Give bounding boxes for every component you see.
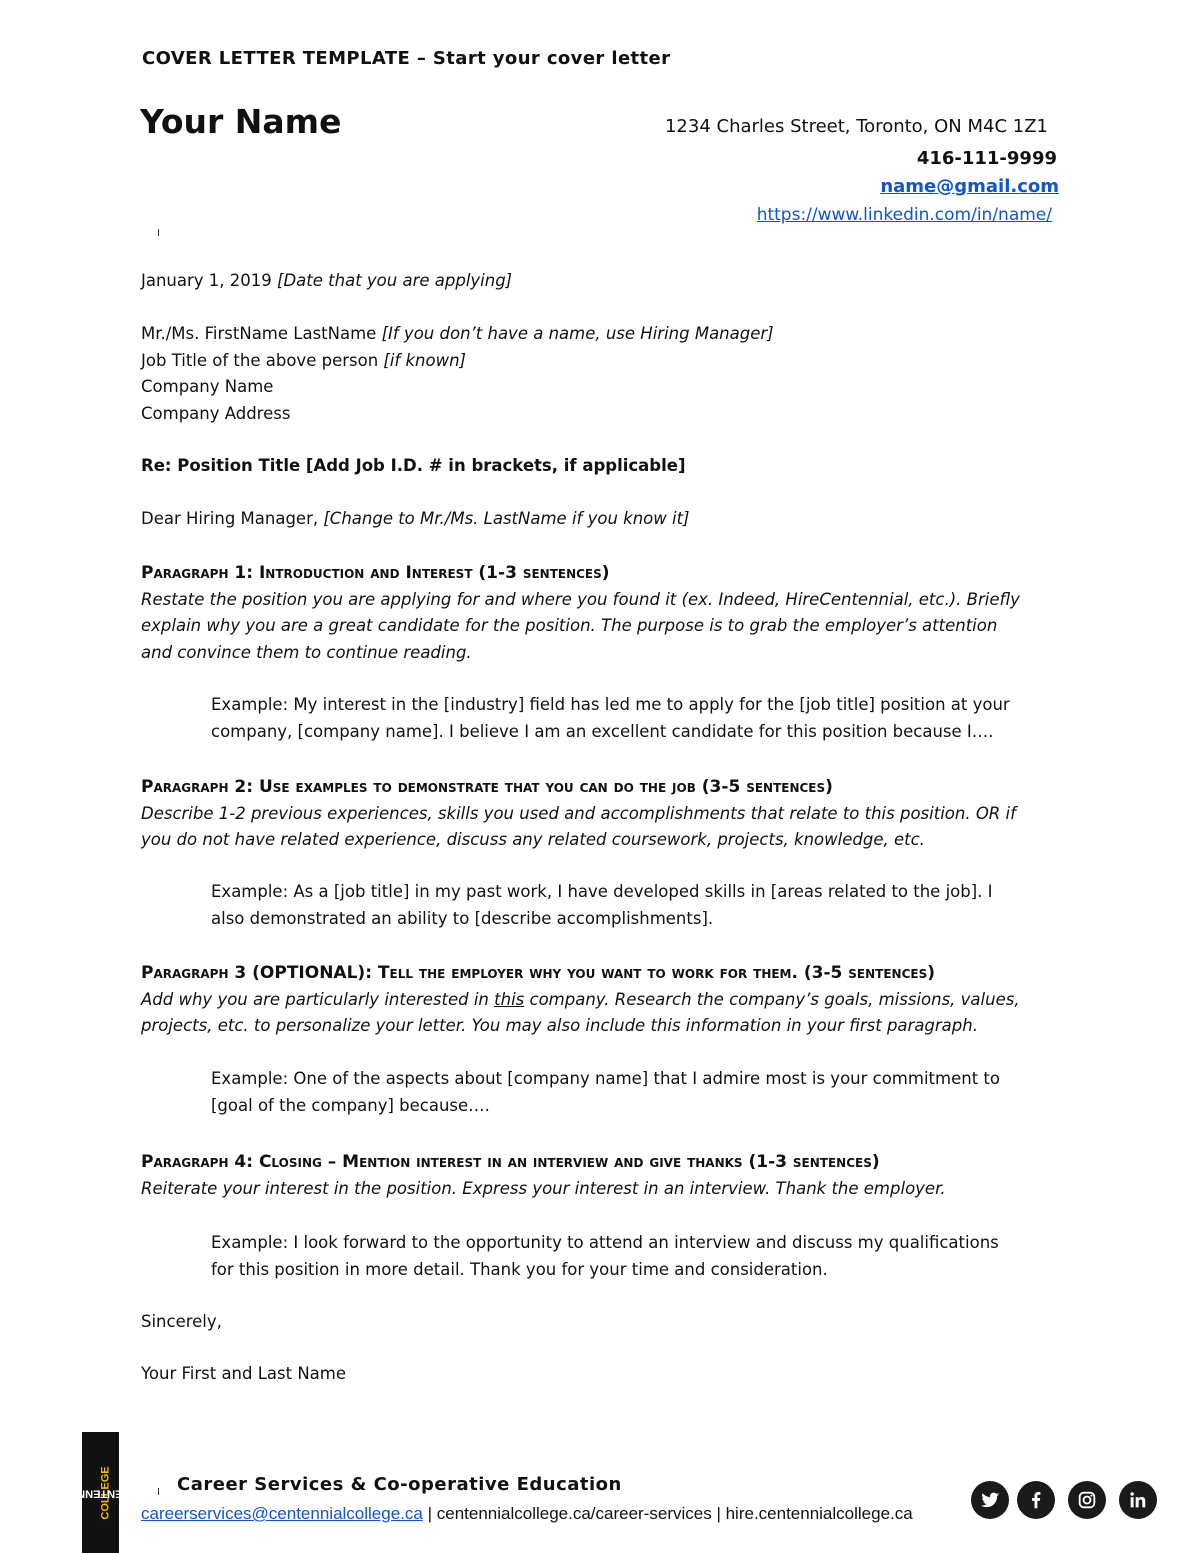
- recipient-title: Job Title of the above person: [141, 350, 384, 370]
- salutation-text: Dear Hiring Manager,: [141, 509, 324, 528]
- valediction: Sincerely,: [141, 1312, 222, 1331]
- applicant-name: Your Name: [140, 102, 342, 141]
- signature-name: Your First and Last Name: [141, 1364, 347, 1383]
- paragraph-1-example: [211, 692, 1061, 745]
- paragraph-2-heading: Paragraph 2: Use examples to demonstrate that you can do the job (3-5 sentences): [141, 777, 833, 797]
- recipient-name-line: [141, 321, 1061, 348]
- recipient-title-note: [if known]: [383, 350, 466, 370]
- paragraph-3-desc-part: company. Research the company’s goals, missions, values,: [524, 989, 1020, 1009]
- paragraph-3-example-line: [goal of the company] because….: [211, 1095, 490, 1115]
- paragraph-4-heading: Paragraph 4: Closing – Mention interest in an interview and give thanks (1-3 sentences): [141, 1152, 880, 1172]
- logo-line-2: COLLEGE: [99, 1465, 112, 1520]
- footer-title: Career Services & Co-operative Education: [177, 1474, 622, 1495]
- paragraph-4-example: [211, 1230, 1061, 1283]
- footer-email-link[interactable]: careerservices@centennialcollege.ca: [141, 1504, 423, 1523]
- recipient-company: Company Name: [141, 377, 274, 396]
- instagram-icon[interactable]: [1068, 1481, 1106, 1519]
- paragraph-3-desc: [141, 987, 1061, 1014]
- paragraph-1-example-line: company, [company name]. I believe I am an excellent candidate for this position because I….: [211, 721, 994, 741]
- paragraph-1-heading: Paragraph 1: Introduction and Interest (1-3 sentences): [141, 563, 610, 583]
- date-note: [Date that you are applying]: [277, 271, 513, 290]
- footer-separator: |: [711, 1504, 726, 1523]
- paragraph-1-desc: and convince them to continue reading.: [141, 642, 472, 662]
- paragraph-2-example-line: also demonstrated an ability to [describe accomplishments].: [211, 908, 714, 928]
- template-title: COVER LETTER TEMPLATE – Start your cover letter: [142, 48, 671, 69]
- applicant-linkedin-link[interactable]: https://www.linkedin.com/in/name/: [756, 205, 1052, 225]
- date-text: January 1, 2019: [141, 271, 278, 290]
- logo-wordmark: [59, 1457, 131, 1528]
- paragraph-3-desc-part: Add why you are particularly interested in: [141, 989, 495, 1009]
- paragraph-2-example: [211, 879, 1061, 932]
- recipient-title-line: [141, 348, 1061, 375]
- paragraph-3-desc: projects, etc. to personalize your letter. You may also include this information in your first paragraph.: [141, 1016, 978, 1035]
- paragraph-1-example-line: Example: My interest in the [industry] field has led me to apply for the [job title] position at your: [211, 695, 1010, 714]
- applicant-address: 1234 Charles Street, Toronto, ON M4C 1Z1: [664, 116, 1048, 137]
- paragraph-1-desc: Restate the position you are applying for and where you found it (ex. Indeed, HireCentennial, etc.). Briefly: [141, 589, 1020, 609]
- re-line: Re: Position Title [Add Job I.D. # in brackets, if applicable]: [141, 456, 686, 475]
- logo-line-1: CENTENNIAL: [59, 1487, 131, 1499]
- paragraph-4-example-line: Example: I look forward to the opportunity to attend an interview and discuss my qualifications: [211, 1233, 999, 1252]
- paragraph-3-heading: Paragraph 3 (OPTIONAL): Tell the employer why you want to work for them. (3-5 sentences): [141, 963, 936, 983]
- salutation-note: [Change to Mr./Ms. LastName if you know it]: [323, 509, 690, 528]
- paragraph-3-example-line: Example: One of the aspects about [company name] that I admire most is your commitment to: [211, 1069, 1000, 1088]
- recipient-company-address: Company Address: [141, 403, 291, 423]
- text-cursor-mark: [158, 1488, 159, 1495]
- recipient-block: [141, 321, 1061, 427]
- date-line: [141, 268, 1061, 295]
- footer-hire-link[interactable]: hire.centennialcollege.ca: [725, 1504, 913, 1523]
- salutation-line: [141, 506, 1061, 533]
- paragraph-1-desc: explain why you are a great candidate for the position. The purpose is to grab the employer’s attention: [141, 616, 998, 635]
- paragraph-1-guide: [141, 560, 1061, 666]
- recipient-name: Mr./Ms. FirstName LastName: [141, 324, 382, 343]
- paragraph-4-desc: Reiterate your interest in the position. Express your interest in an interview. Thank the employer.: [141, 1178, 946, 1198]
- footer-separator: |: [422, 1504, 437, 1523]
- text-cursor-mark: [158, 229, 159, 236]
- paragraph-2-example-line: Example: As a [job title] in my past work, I have developed skills in [areas related to the job]. I: [211, 882, 993, 901]
- paragraph-3-example: [211, 1066, 1061, 1119]
- footer-links: [141, 1504, 913, 1524]
- paragraph-4-example-line: for this position in more detail. Thank you for your time and consideration.: [211, 1259, 828, 1279]
- applicant-phone: 416-111-9999: [916, 148, 1057, 169]
- applicant-email-link[interactable]: name@gmail.com: [880, 176, 1059, 197]
- paragraph-4-guide: [141, 1149, 1061, 1202]
- twitter-icon[interactable]: [971, 1481, 1009, 1519]
- paragraph-2-desc: you do not have related experience, discuss any related coursework, projects, knowledge, etc.: [141, 830, 925, 849]
- footer-site-link[interactable]: centennialcollege.ca/career-services: [436, 1504, 712, 1523]
- paragraph-2-guide: [141, 774, 1061, 854]
- centennial-college-logo: [59, 1432, 131, 1553]
- paragraph-3-desc-emphasis: this: [494, 989, 525, 1009]
- recipient-name-note: [If you don’t have a name, use Hiring Manager]: [381, 324, 774, 343]
- paragraph-2-desc: Describe 1-2 previous experiences, skills you used and accomplishments that relate to this position. OR if: [141, 803, 1016, 823]
- facebook-icon[interactable]: [1017, 1481, 1055, 1519]
- linkedin-icon[interactable]: [1119, 1481, 1157, 1519]
- paragraph-3-guide: [141, 960, 1061, 1040]
